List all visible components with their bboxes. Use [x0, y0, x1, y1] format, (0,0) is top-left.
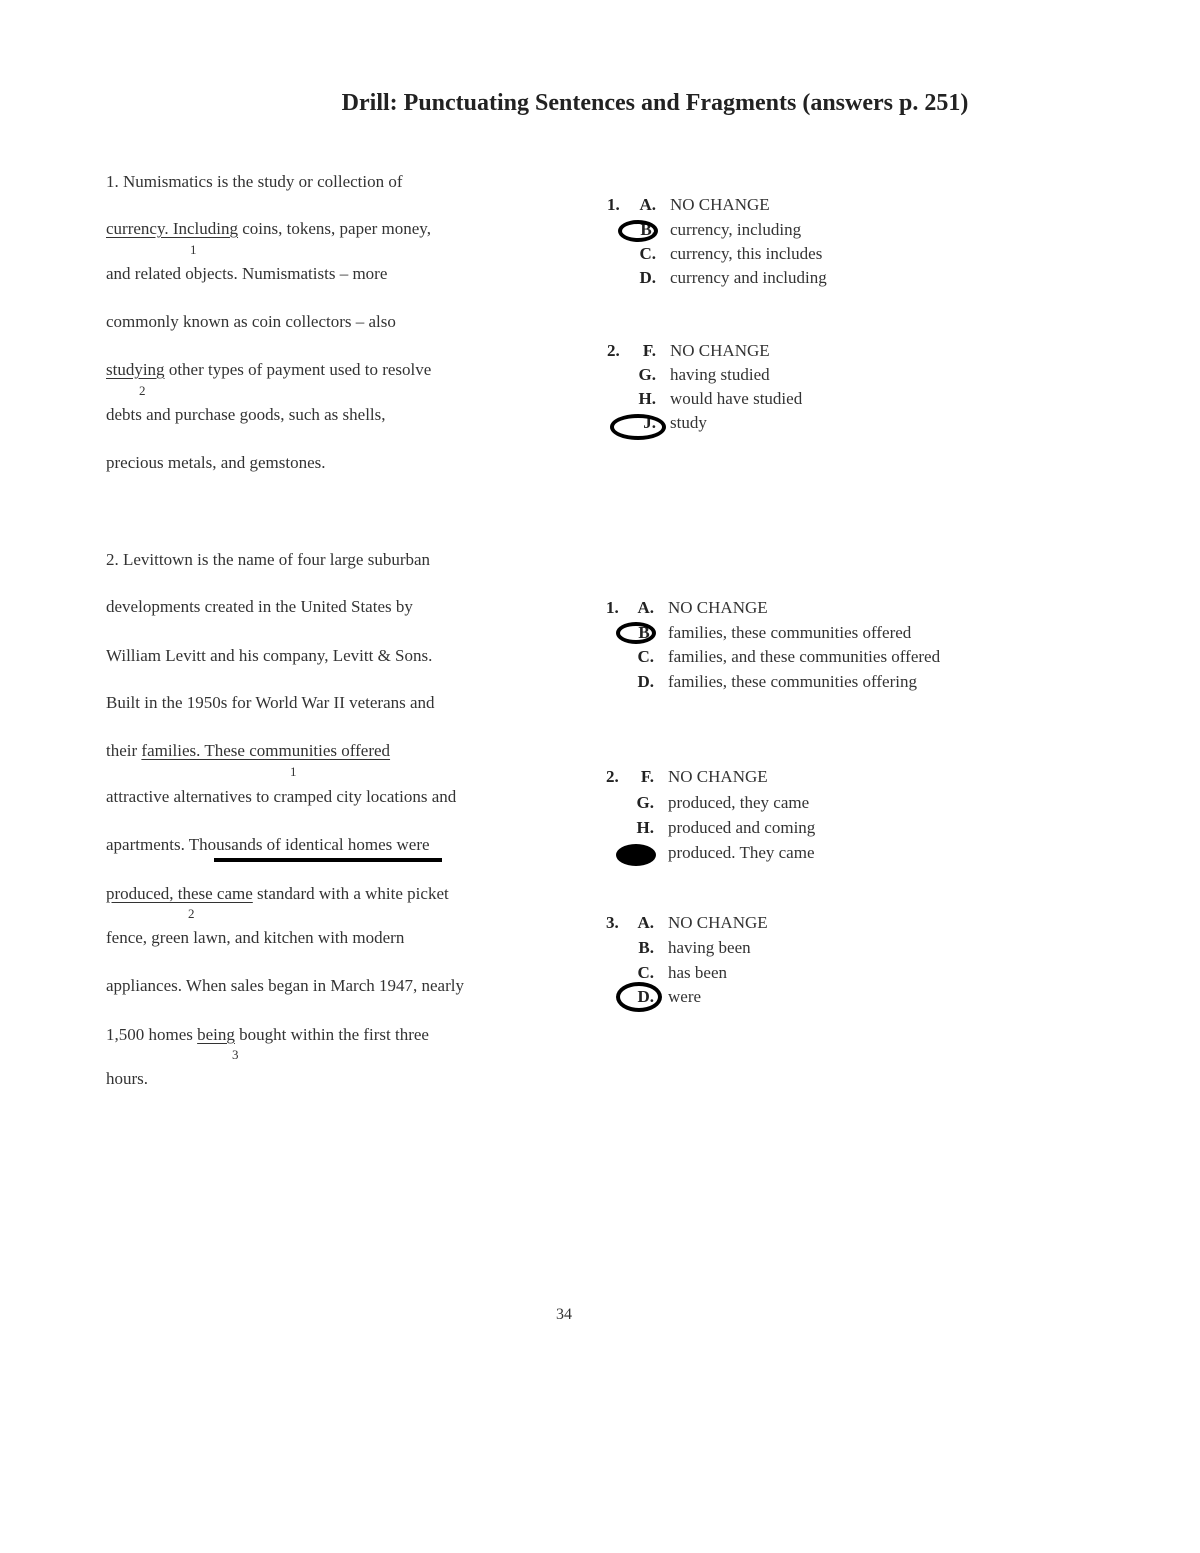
- segment-number: 3: [232, 1047, 239, 1062]
- question-number: 1.: [607, 195, 620, 214]
- segment-number: 2: [188, 906, 195, 921]
- passage-line: attractive alternatives to cramped city locations and: [106, 787, 457, 806]
- passage-line: Built in the 1950s for World War II veterans and: [106, 693, 435, 712]
- passage-line: commonly known as coin collectors – also: [106, 312, 396, 331]
- passage-text: bought within the first three: [234, 1025, 429, 1044]
- handwritten-underline-mark: [214, 858, 442, 862]
- passage-line: [106, 219, 431, 239]
- underlined-segment-2: produced, these came: [106, 884, 253, 903]
- passage-line: 1. Numismatics is the study or collection of: [106, 172, 403, 191]
- passage-line: 2. Levittown is the name of four large suburban: [106, 550, 431, 569]
- segment-number: 2: [139, 383, 146, 398]
- answer-option[interactable]: A. NO CHANGE: [637, 598, 768, 617]
- answer-option[interactable]: D. were: [637, 987, 702, 1006]
- page-number: 34: [556, 1306, 572, 1323]
- page-title: Drill: Punctuating Sentences and Fragments (answers p. 251): [341, 90, 969, 116]
- passage-text: their: [106, 741, 142, 760]
- passage-line: precious metals, and gemstones.: [106, 453, 326, 472]
- passage-line: apartments. Thousands of identical homes were: [106, 835, 430, 854]
- passage-line: and related objects. Numismatists – more: [106, 264, 388, 283]
- segment-number: 1: [290, 764, 297, 779]
- question-number: 2.: [607, 341, 620, 360]
- answer-option[interactable]: B. currency, including: [640, 220, 802, 239]
- answer-option[interactable]: C. has been: [637, 963, 728, 982]
- passage-line: [106, 1025, 429, 1045]
- underlined-segment-2: studying: [106, 360, 165, 379]
- passage-line: appliances. When sales began in March 1947, nearly: [106, 976, 464, 995]
- answer-circle-mark: [616, 844, 656, 866]
- passage-line: fence, green lawn, and kitchen with modern: [106, 928, 405, 947]
- passage-line: William Levitt and his company, Levitt & Sons.: [106, 646, 433, 665]
- passage-text: coins, tokens, paper money,: [238, 219, 431, 238]
- answer-option[interactable]: A. NO CHANGE: [637, 913, 768, 932]
- answer-option[interactable]: A. NO CHANGE: [639, 195, 770, 214]
- passage-line: [106, 741, 390, 761]
- passage-line: hours.: [106, 1069, 149, 1088]
- question-number: 2.: [606, 767, 619, 786]
- underlined-segment-1: currency. Including: [106, 219, 239, 238]
- answer-option[interactable]: D. families, these communities offering: [637, 672, 917, 691]
- passage-line: [106, 360, 431, 380]
- answer-option[interactable]: H. produced and coming: [636, 818, 816, 837]
- passage-line: [106, 884, 449, 904]
- underlined-segment-1: families. These communities offered: [141, 741, 391, 760]
- answer-option[interactable]: C. currency, this includes: [639, 244, 823, 263]
- answer-circle-mark: [616, 982, 662, 1012]
- underlined-segment-3: being: [197, 1025, 235, 1044]
- passage-text: 1,500 homes: [106, 1025, 198, 1044]
- passage-text: standard with a white picket: [252, 884, 449, 903]
- answer-circle-mark: [616, 622, 656, 644]
- answer-option[interactable]: C. families, and these communities offered: [637, 647, 941, 666]
- segment-number: 1: [190, 242, 197, 257]
- answer-option[interactable]: B. families, these communities offered: [638, 623, 912, 642]
- answer-option[interactable]: F. NO CHANGE: [640, 767, 768, 786]
- answer-option[interactable]: J. study: [643, 413, 707, 432]
- question-number: 1.: [606, 598, 619, 617]
- passage-text: other types of payment used to resolve: [164, 360, 432, 379]
- answer-option[interactable]: produced. They came: [668, 843, 815, 862]
- answer-option[interactable]: B. having been: [638, 938, 751, 957]
- passage-line: debts and purchase goods, such as shells,: [106, 405, 386, 424]
- answer-circle-mark: [618, 220, 658, 242]
- answer-option[interactable]: G. having studied: [638, 365, 770, 384]
- passage-line: developments created in the United States by: [106, 597, 413, 616]
- answer-option[interactable]: F. NO CHANGE: [642, 341, 770, 360]
- answer-option[interactable]: D. currency and including: [639, 268, 827, 287]
- answer-option[interactable]: G. produced, they came: [636, 793, 810, 812]
- answer-option[interactable]: H. would have studied: [638, 389, 803, 408]
- answer-circle-mark: [610, 414, 666, 440]
- question-number: 3.: [606, 913, 619, 932]
